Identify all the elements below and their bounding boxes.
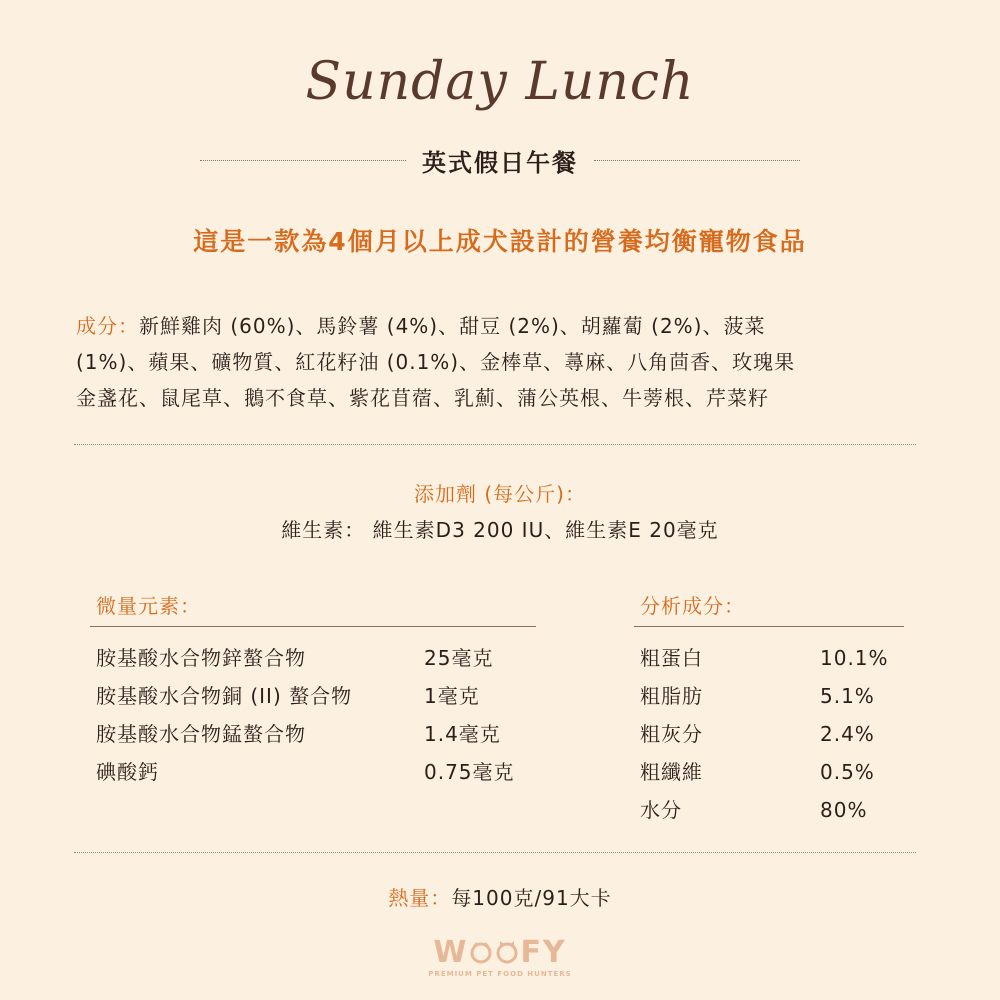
table-row (90, 715, 536, 753)
table-row (634, 677, 904, 715)
row-value: 2.4% (820, 722, 875, 746)
table-row (634, 791, 904, 829)
cat-face-icon (495, 940, 519, 964)
trace-elements-table (90, 592, 536, 791)
row-name: 水分 (640, 798, 682, 822)
dotted-divider-right (594, 160, 800, 161)
energy-value: 每100克/91大卡 (451, 886, 612, 910)
product-title: Sunday Lunch (305, 52, 695, 112)
ingredients-label: 成分： (76, 314, 139, 338)
table-row (634, 639, 904, 677)
row-name: 胺基酸水合物鋅螯合物 (96, 646, 306, 670)
energy-line (0, 882, 1000, 911)
additives-title: 添加劑 (每公斤)： (414, 482, 586, 506)
row-value: 80% (820, 798, 868, 822)
row-name: 粗纖維 (640, 760, 703, 784)
row-value: 5.1% (820, 684, 875, 708)
table-row (634, 715, 904, 753)
product-tagline: 這是一款為4個月以上成犬設計的營養均衡寵物食品 (193, 227, 807, 256)
analysis-title: 分析成分： (634, 592, 904, 627)
brand-logo (0, 935, 1000, 978)
trace-elements-title: 微量元素： (90, 592, 536, 627)
table-row (634, 753, 904, 791)
row-value: 10.1% (820, 646, 889, 670)
row-name: 粗脂肪 (640, 684, 703, 708)
ingredients-block (76, 308, 926, 416)
ingredients-line: (1%)、蘋果、礦物質、紅花籽油 (0.1%)、金棒草、蕁麻、八角茴香、玫瑰果 (76, 350, 796, 374)
table-row (90, 677, 536, 715)
row-name: 粗蛋白 (640, 646, 703, 670)
brand-name-end: FY (520, 935, 567, 970)
row-name: 胺基酸水合物銅 (II) 螯合物 (96, 684, 353, 708)
additives-vitamins: 維生素： 維生素D3 200 IU、維生素E 20毫克 (281, 518, 719, 542)
row-name: 粗灰分 (640, 722, 703, 746)
product-subtitle: 英式假日午餐 (422, 148, 578, 177)
table-row (90, 639, 536, 677)
row-value: 1.4毫克 (424, 722, 501, 746)
table-row (90, 753, 536, 791)
row-name: 胺基酸水合物錳螯合物 (96, 722, 306, 746)
analysis-table (634, 592, 904, 829)
ingredients-line (76, 308, 926, 344)
dog-face-icon (469, 940, 493, 964)
row-value: 0.75毫克 (424, 760, 515, 784)
section-divider (74, 852, 916, 853)
row-name: 碘酸鈣 (96, 760, 159, 784)
row-value: 0.5% (820, 760, 875, 784)
row-value: 25毫克 (424, 646, 494, 670)
row-value: 1毫克 (424, 684, 480, 708)
subtitle-row (200, 140, 800, 180)
section-divider (74, 444, 916, 445)
energy-label: 熱量： (388, 886, 452, 910)
brand-name-start: W (433, 935, 469, 970)
brand-name (0, 935, 1000, 970)
ingredients-line: 金盞花、鼠尾草、鵝不食草、紫花苜蓿、乳薊、蒲公英根、牛蒡根、芹菜籽 (76, 386, 769, 410)
dotted-divider-left (200, 160, 406, 161)
ingredients-text: 新鮮雞肉 (60%)、馬鈴薯 (4%)、甜豆 (2%)、胡蘿蔔 (2%)、菠菜 (139, 314, 766, 338)
brand-tagline: PREMIUM PET FOOD HUNTERS (428, 970, 572, 978)
